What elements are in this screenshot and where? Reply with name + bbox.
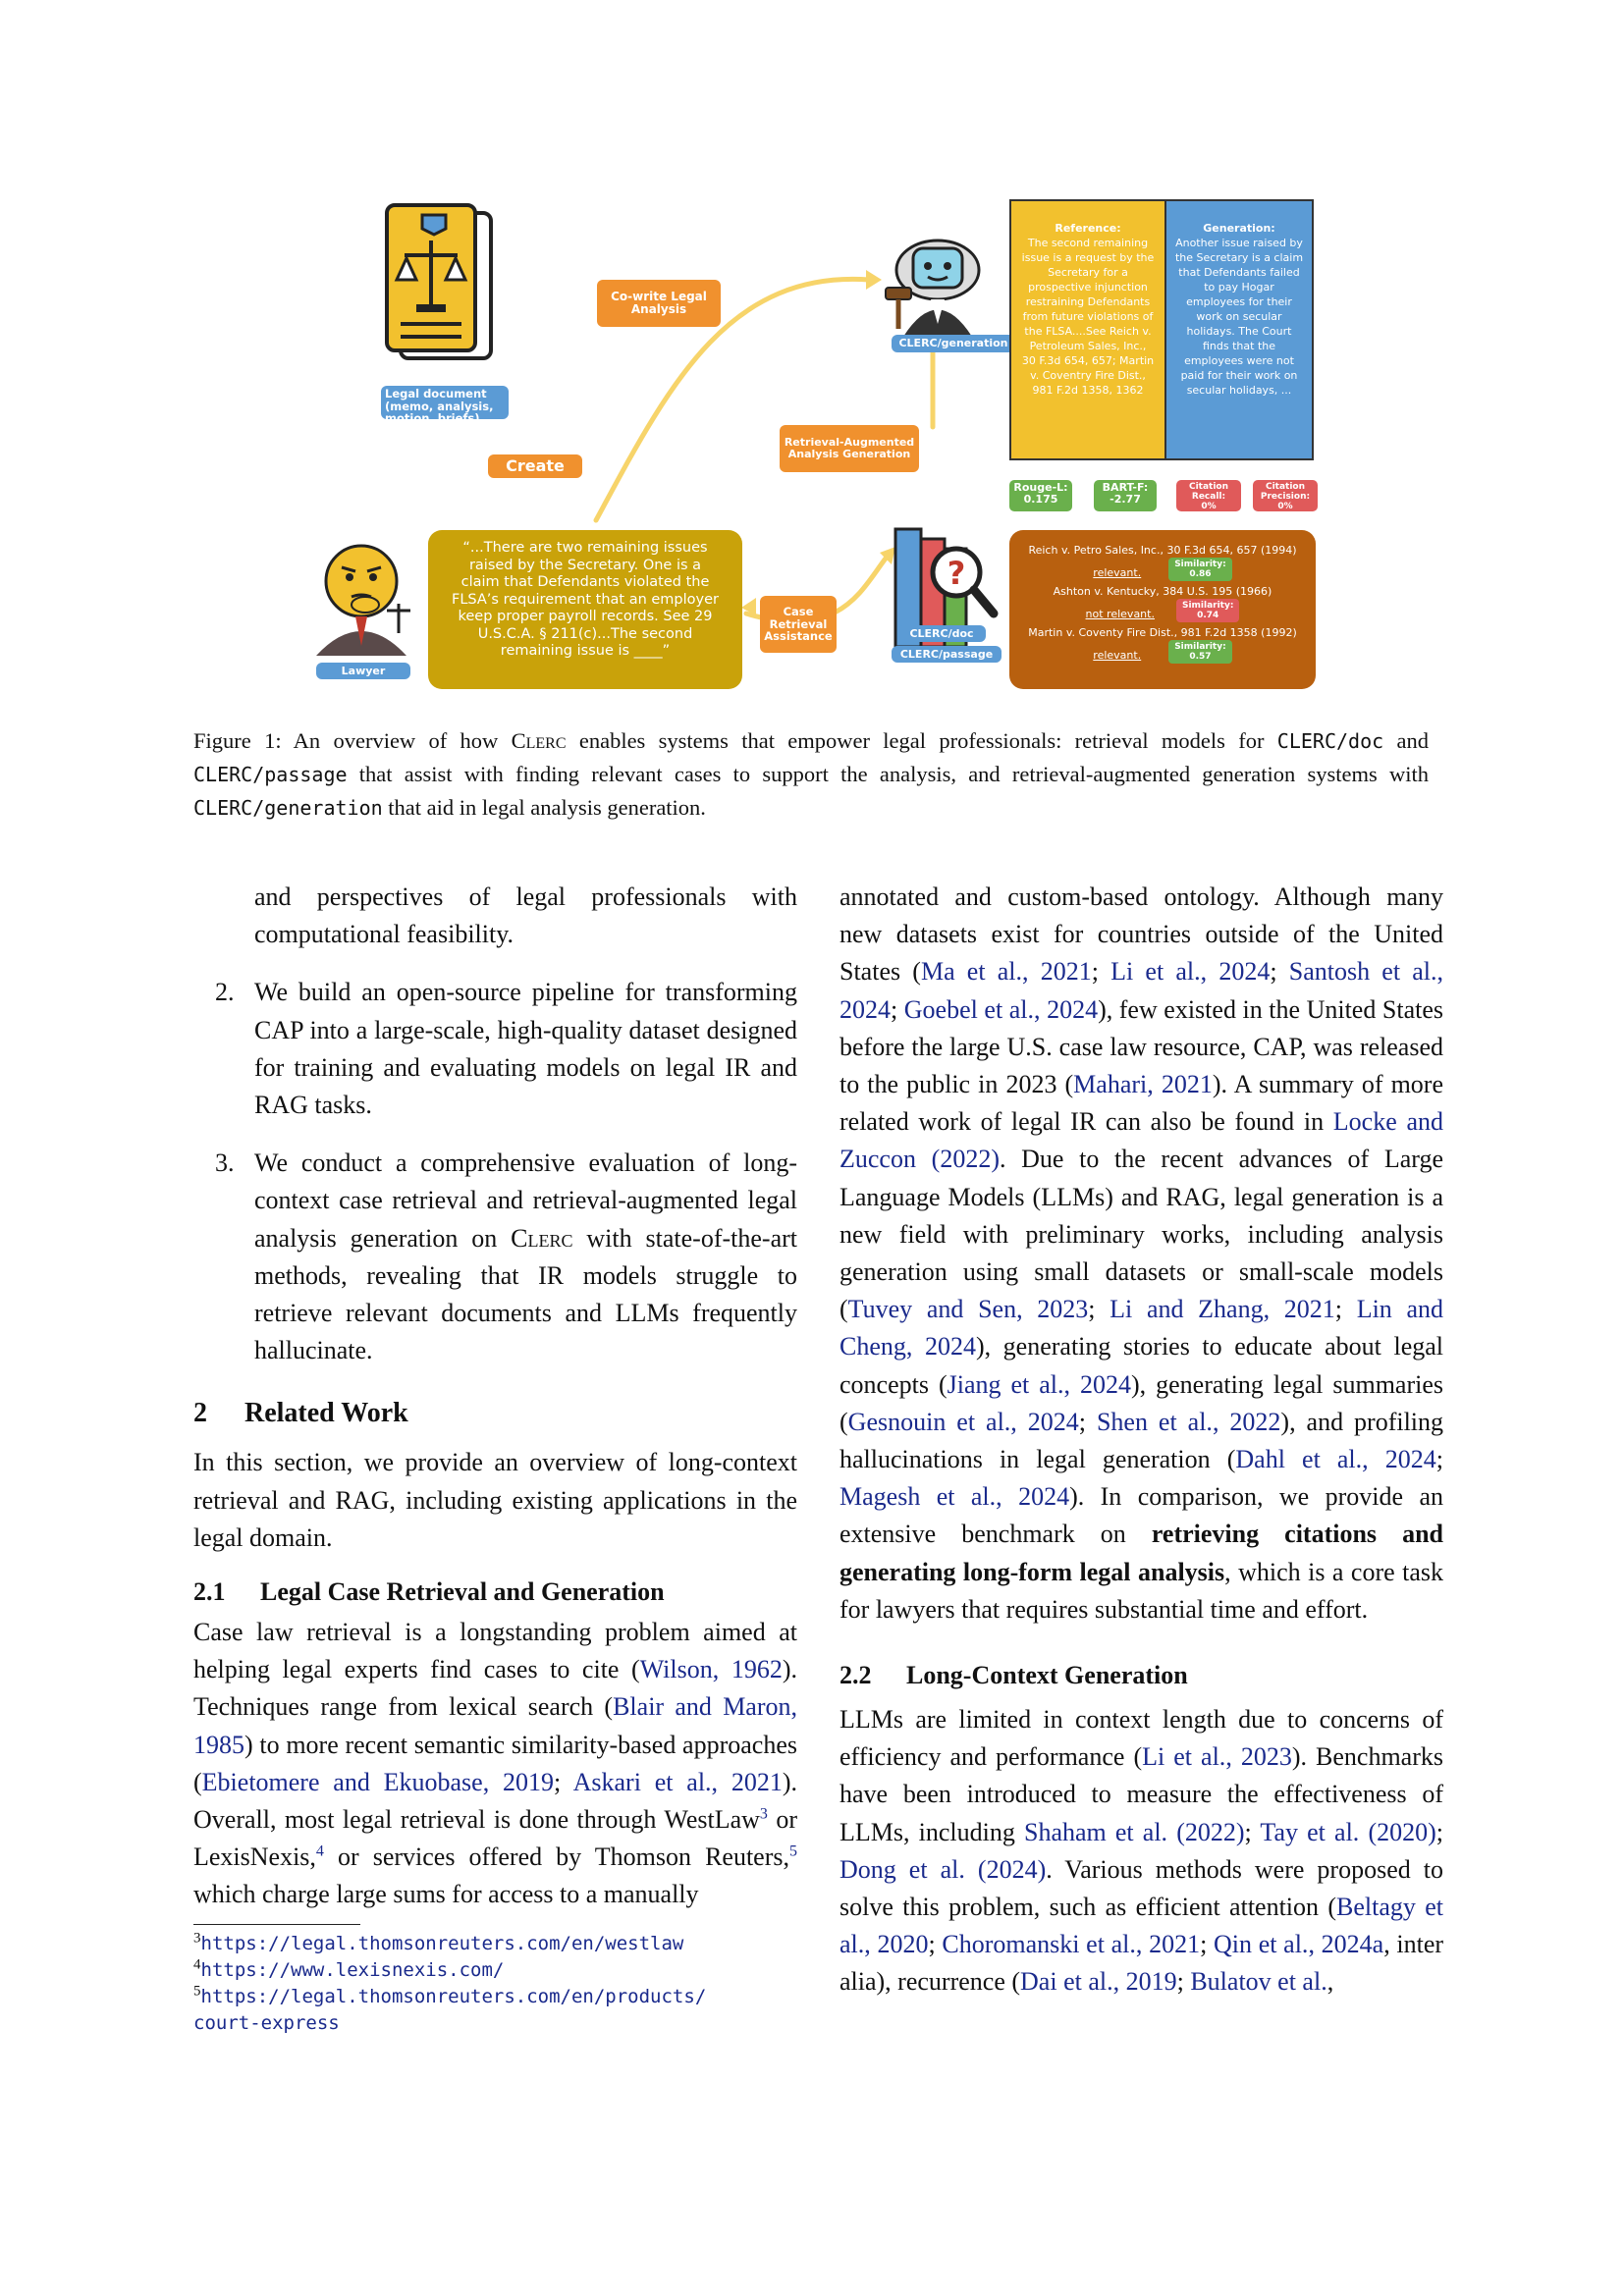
retrieved-case: Martin v. Coventy Fire Dist., 981 F.2d 1358 (1992) relevant.Similarity: 0.57: [1028, 626, 1297, 662]
citation-link[interactable]: Dai et al., 2019: [1020, 1967, 1177, 1997]
citation-link[interactable]: Ma et al., 2021: [920, 957, 1092, 987]
reference-panel: [1009, 199, 1166, 460]
similarity-badge: Similarity: 0.57: [1168, 640, 1231, 664]
retrieved-case: Reich v. Petro Sales, Inc., 30 F.3d 654, 657 (1994) relevant.Similarity: 0.86: [1028, 544, 1297, 579]
metric-bart: BART-F: -2.77: [1094, 480, 1157, 511]
case-retrieval-label: Case Retrieval Assistance: [760, 596, 837, 653]
footnote-divider: [193, 1924, 360, 1925]
citation-link[interactable]: Lin and Cheng, 2024: [839, 1295, 1444, 1362]
citation-link[interactable]: Blair and Maron, 1985: [193, 1692, 798, 1759]
citation-link[interactable]: Santosh et al., 2024: [839, 957, 1443, 1024]
citation-link[interactable]: Li et al., 2023: [1142, 1742, 1292, 1772]
section-2-1-paragraph-cont: annotated and custom-based ontology. Although many new datasets exist for countries outside of the United States (Ma et al., 2021; Li et al., 2024; Santosh et al., 2024; Goebel et al., 2024), few existed in the United States before the large U.S. case law resource, CAP, was released to the public in 2023 (Mahari, 2021). A summary of more related work of legal IR can also be found in Locke and Zuccon (2022). Due to the recent advances of Large Language Models (LLMs) and RAG, legal generation is a new field with preliminary works, including analysis generation using small datasets or small-scale models (Tuvey and Sen, 2023; Li and Zhang, 2021; Lin and Cheng, 2024), generating stories to educate about legal concepts (Jiang et al., 2024), generating legal summaries (Gesnouin et al., 2024; Shen et al., 2022), and profiling hallucinations in legal generation (Dahl et al., 2024; Magesh et al., 2024). In comparison, we provide an extensive benchmark on retrieving citations and generating long-form legal analysis, which is a core task for lawyers that requires substantial time and effort.: [839, 882, 1444, 1624]
generation-panel: [1166, 199, 1314, 460]
contribution-1-continued: and perspectives of legal professionals with computational feasibility.: [254, 882, 797, 949]
citation-link[interactable]: 2022: [940, 1145, 992, 1174]
citation-link[interactable]: Shaham et al. (2022): [1023, 1817, 1245, 1846]
citation-link[interactable]: Li and Zhang, 2021: [1110, 1295, 1335, 1324]
create-label: Create: [488, 454, 582, 478]
generation-text: Another issue raised by the Secretary is a claim that Defendants failed to pay Hogar employees for their work on secular holidays. The Court finds that the employees were not paid for their work on secular holidays, ...: [1174, 237, 1304, 397]
lawyer-icon: [312, 540, 420, 658]
citation-link[interactable]: Gesnouin et al., 2024: [847, 1407, 1079, 1436]
lawyer-quote: “...There are two remaining issues raised by the Secretary. One is a claim that Defendants violated the FLSA’s requirement that an employer keep proper payroll records. See 29 U.S.C.A. § 211(c)...The second remaining issue is ____”: [428, 530, 742, 689]
citation-link[interactable]: Mahari, 2021: [1073, 1070, 1213, 1099]
citation-link[interactable]: Dahl et al., 2024: [1235, 1445, 1436, 1474]
citation-link[interactable]: Magesh et al., 2024: [839, 1482, 1070, 1512]
footnote-5[interactable]: $^5$https://legal.thomsonreuters.com/en/products/: [193, 1983, 707, 2007]
footnote-ref[interactable]: 4: [315, 1842, 324, 1860]
metric-citation-recall: Citation Recall: 0%: [1176, 480, 1241, 511]
right-column: [839, 879, 1443, 2002]
similarity-badge: Similarity: 0.74: [1176, 599, 1239, 622]
contribution-2: 2. We build an open-source pipeline for transforming CAP into a large-scale, high-quality dataset designed for training and evaluating models on legal IR and RAG tasks.: [215, 978, 797, 1120]
contribution-3: 3. We conduct a comprehensive evaluation of long-context case retrieval and retrieval-augmented legal analysis generation on Clerc with state-of-the-art methods, revealing that IR models struggle to retrieve relevant documents and LLMs frequently hallucinate.: [215, 1148, 797, 1365]
section-2-1-paragraph: Case law retrieval is a longstanding problem aimed at helping legal experts find cases to cite (Wilson, 1962). Techniques range from lexical search (Blair and Maron, 1985) to more recent semantic similarity-based approaches (Ebietomere and Ekuobase, 2019; Askari et al., 2021). Overall, most legal retrieval is done through WestLaw$^3$ or LexisNexis,$^4$ or services offered by Thomson Reuters,$^5$ which charge large sums for access to a manually: [193, 1618, 798, 1909]
figure-caption: Figure 1: An overview of how Clerc enables systems that empower legal professionals: retrieval models for CLERC/doc and CLERC/passage that assist with finding relevant cases to support the analysis, and retrieval-augmented generation systems with CLERC/generation that aid in legal analysis generation.: [193, 728, 1429, 820]
footnote-5-cont[interactable]: court-express: [193, 2011, 340, 2034]
section-2-heading: 2 Related Work: [193, 1398, 408, 1429]
citation-link[interactable]: Askari et al., 2021: [572, 1767, 783, 1796]
section-2-2-paragraph: LLMs are limited in context length due to concerns of efficiency and performance (Li et al., 2023). Benchmarks have been introduced to measure the effectiveness of LLMs, including Shaham et al. (2022); Tay et al. (2020); Dong et al. (2024). Various methods were proposed to solve this problem, such as efficient attention (Beltagy et al., 2020; Choromanski et al., 2021; Qin et al., 2024a, inter alia), recurrence (Dai et al., 2019; Bulatov et al.,: [839, 1705, 1444, 1997]
citation-link[interactable]: Tay et al. (2020): [1260, 1817, 1436, 1846]
metric-rouge: Rouge-L: 0.175: [1009, 480, 1072, 511]
citation-link[interactable]: Choromanski et al., 2021: [942, 1930, 1201, 1959]
footnote-3[interactable]: $^3$https://legal.thomsonreuters.com/en/westlaw: [193, 1930, 684, 1954]
section-2-intro: In this section, we provide an overview of long-context retrieval and RAG, including existing applications in the legal domain.: [193, 1448, 797, 1552]
citation-link[interactable]: Locke and Zuccon: [839, 1107, 1443, 1174]
citation-link[interactable]: Bulatov et al.: [1190, 1967, 1327, 1997]
retrieved-case: Ashton v. Kentucky, 384 U.S. 195 (1966) not relevant.Similarity: 0.74: [1053, 585, 1272, 620]
robot-judge-icon: [884, 231, 992, 339]
citation-link[interactable]: Jiang et al., 2024: [947, 1369, 1131, 1399]
clerc-passage-tag: CLERC/passage: [892, 646, 1001, 663]
section-2-1-heading: 2.1 Legal Case Retrieval and Generation: [193, 1577, 665, 1607]
footnote-ref[interactable]: 3: [759, 1805, 768, 1823]
reference-title: Reference:: [1055, 222, 1121, 235]
cowrite-label: Co-write Legal Analysis: [597, 280, 721, 327]
citation-link[interactable]: Qin et al., 2024a: [1214, 1930, 1384, 1959]
lawyer-label: Lawyer: [316, 663, 410, 679]
clerc-doc-tag: CLERC/doc: [897, 625, 986, 642]
citation-link[interactable]: Wilson, 1962: [639, 1655, 783, 1684]
footnote-ref[interactable]: 5: [789, 1842, 797, 1860]
citation-link[interactable]: Li et al., 2024: [1110, 957, 1271, 987]
legal-document-label: Legal document (memo, analysis, motion, briefs): [381, 386, 509, 419]
reference-text: The second remaining issue is a request by the Secretary for a prospective injunction restraining Defendants from future violations of the FLSA....See Reich v. Petroleum Sales, Inc., 30 F.3d 654, 657; Martin v. Coventry Fire Dist., 981 F.2d 1358, 1362: [1021, 237, 1155, 397]
citation-link[interactable]: Beltagy et al., 2020: [839, 1893, 1443, 1959]
clerc-generation-tag: CLERC/generation: [892, 335, 1015, 352]
left-column: [193, 879, 797, 2037]
retrieved-cases-panel: [1009, 530, 1316, 689]
section-2-2-heading: 2.2 Long-Context Generation: [839, 1661, 1188, 1690]
legal-document-icon: [383, 201, 501, 368]
similarity-badge: Similarity: 0.86: [1168, 558, 1231, 581]
svg-text:?: ?: [947, 555, 966, 592]
metric-citation-precision: Citation Precision: 0%: [1253, 480, 1318, 511]
rag-label: Retrieval-Augmented Analysis Generation: [780, 425, 919, 472]
citation-link[interactable]: Dong et al. (2024): [839, 1854, 1047, 1884]
citation-link[interactable]: Tuvey and Sen, 2023: [847, 1295, 1089, 1324]
generation-title: Generation:: [1203, 222, 1275, 235]
citation-link[interactable]: Ebietomere and Ekuobase, 2019: [201, 1767, 555, 1796]
figure-1: [295, 191, 1326, 702]
footnote-4[interactable]: $^4$https://www.lexisnexis.com/: [193, 1956, 505, 1981]
citation-link[interactable]: Goebel et al., 2024: [903, 994, 1099, 1024]
citation-link[interactable]: Shen et al., 2022: [1096, 1407, 1281, 1436]
